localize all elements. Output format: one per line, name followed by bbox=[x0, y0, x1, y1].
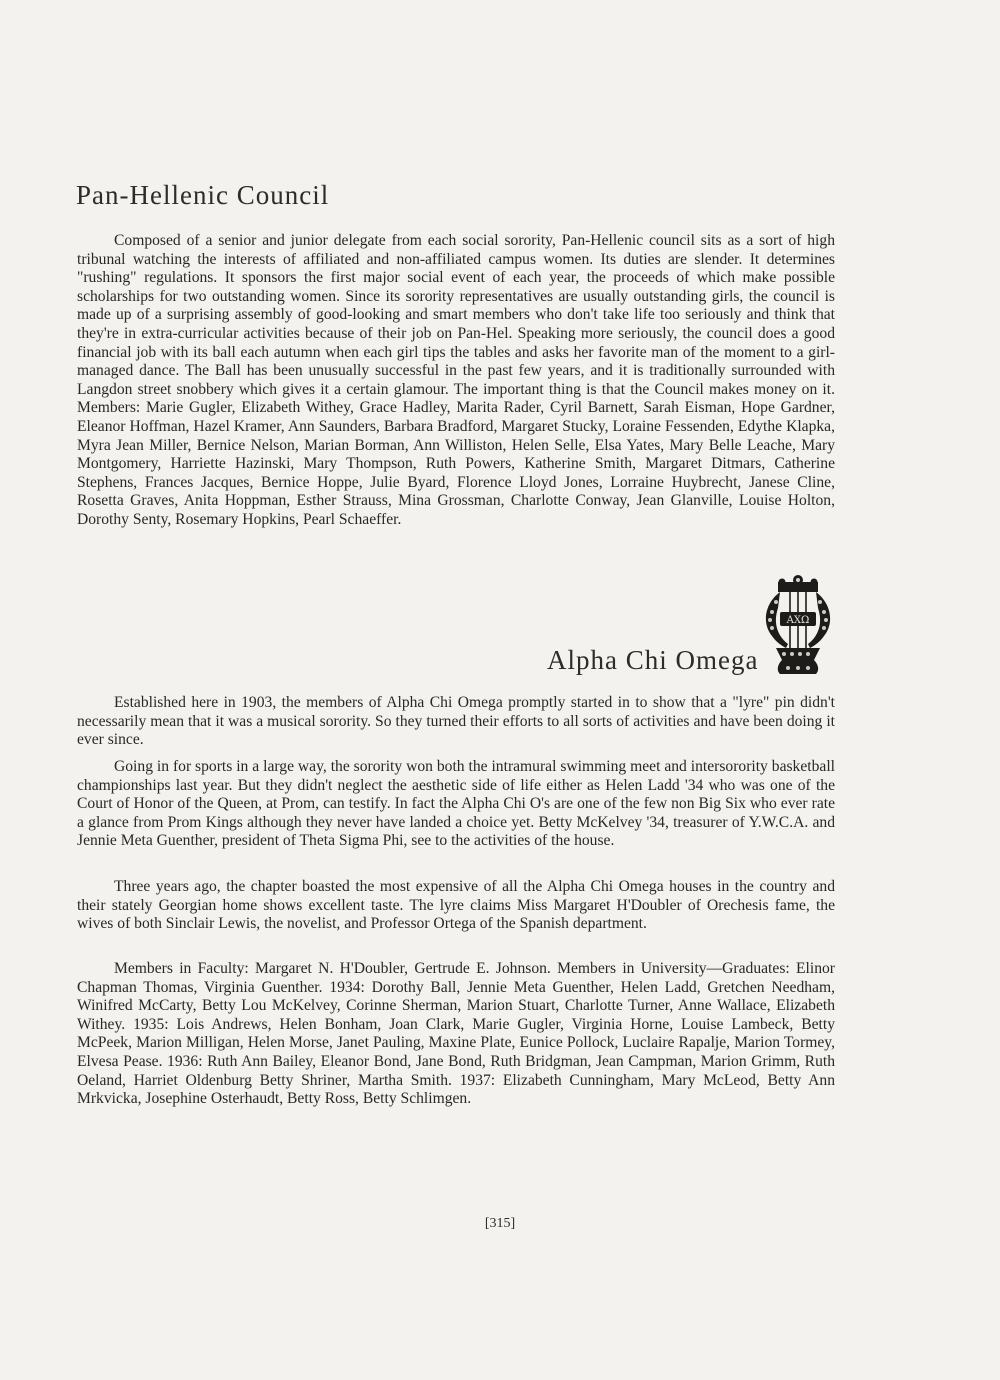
crest-letters: ΑΧΩ bbox=[786, 615, 810, 626]
alpha-chi-omega-paragraph: Established here in 1903, the members of Alpha Chi Omega promptly started in to show that a "lyre" pin didn't necessarily mean that it was a musical sorority. So they turned their efforts to all sorts of activities and have been doing it ever since. bbox=[77, 694, 835, 749]
crown-icon bbox=[778, 575, 818, 592]
pan-hellenic-body: Composed of a senior and junior delegate from each social sorority, Pan-Hellenic council sits as a sort of high tribunal watching the interests of affiliated and non-affiliated campus women. Its duties are slender. It determines "rushing" regulations. It sponsors the first major social event of each year, the proceeds of which make possible scholarships for two outstanding women. Since its sorority representatives are usually outstanding girls, the council is made up of a surprising assembly of good-looking and smart members who don't take life too seriously and think that they're in extra-curricular activities because of their job on Pan-Hel. Speaking more seriously, the council does a good financial job with its ball each autumn when each girl tips the tables and asks her favorite man of the moment to a girl-managed dance. The Ball has been unusually successful in the past few years, and it is traditionally surrounded with Langdon street snobbery which gives it a certain glamour. The important thing is that the Council makes money on it. Members: Marie Gugler, Elizabeth Withey, Grace Hadley, Marita Rader, Cyril Barnett, Sarah Eisman, Hope Gardner, Eleanor Hoffman, Hazel Kramer, Ann Saunders, Barbara Bradford, Margaret Stucky, Loraine Fessenden, Edythe Klapka, Myra Jean Miller, Bernice Nelson, Marian Borman, Ann Williston, Helen Selle, Elsa Yates, Mary Belle Leache, Mary Montgomery, Harriette Hazinski, Mary Thompson, Ruth Powers, Katherine Smith, Margaret Ditmars, Catherine Stephens, Frances Jacques, Bernice Hoppe, Julie Byard, Florence Lloyd Jones, Lorraine Huybrecht, Janese Cline, Rosetta Graves, Anita Hoppman, Esther Strauss, Mina Grossman, Charlotte Conway, Jean Glanville, Louise Holton, Dorothy Senty, Rosemary Hopkins, Pearl Schaeffer. bbox=[77, 232, 835, 528]
alpha-chi-omega-paragraph: Going in for sports in a large way, the sorority won both the intramural swimming meet and intersorority basketball championships last year. But they didn't neglect the aesthetic side of life either as Helen Ladd '34 who was one of the Court of Honor of the Queen, at Prom, can testify. In fact the Alpha Chi O's are one of the few non Big Six who ever rate a glance from Prom Kings although they never have landed a choice yet. Betty McKelvey '34, treasurer of Y.W.C.A. and Jennie Meta Guenther, president of Theta Sigma Phi, see to the activities of the house. bbox=[77, 758, 835, 850]
alpha-chi-omega-paragraph: Three years ago, the chapter boasted the most expensive of all the Alpha Chi Omega houses in the country and their stately Georgian home shows excellent taste. The lyre claims Miss Margaret H'Doubler of Orechesis fame, the wives of both Sinclair Lewis, the novelist, and Professor Ortega of the Spanish department. bbox=[77, 878, 835, 933]
alpha-chi-omega-title: Alpha Chi Omega bbox=[547, 645, 759, 675]
page-number: [315] bbox=[484, 1216, 516, 1231]
lyre-crest-icon bbox=[758, 574, 838, 680]
alpha-chi-omega-members: Members in Faculty: Margaret N. H'Doubler, Gertrude E. Johnson. Members in University—Graduates: Elinor Chapman Thomas, Virginia Guenther. 1934: Dorothy Ball, Jennie Meta Guenther, Helen Ladd, Gretchen Needham, Winifred McCarty, Betty Lou McKelvey, Corinne Sherman, Marion Stuart, Charlotte Turner, Anne Wallace, Elizabeth Withey. 1935: Lois Andrews, Helen Bonham, Joan Clark, Marie Gugler, Virginia Horne, Louise Lambeck, Betty McPeek, Marion Milligan, Helen Morse, Janet Pauling, Maxine Plate, Eunice Pollock, Luclaire Rapalje, Marion Tormey, Elvesa Pease. 1936: Ruth Ann Bailey, Eleanor Bond, Jane Bond, Ruth Bridgman, Jean Campman, Marion Grimm, Ruth Oeland, Harriet Oldenburg Betty Shriner, Martha Smith. 1937: Elizabeth Cunningham, Mary McLeod, Betty Ann Mrkvicka, Josephine Osterhaudt, Betty Ross, Betty Schlimgen. bbox=[77, 960, 835, 1108]
pan-hellenic-title: Pan-Hellenic Council bbox=[76, 180, 330, 210]
